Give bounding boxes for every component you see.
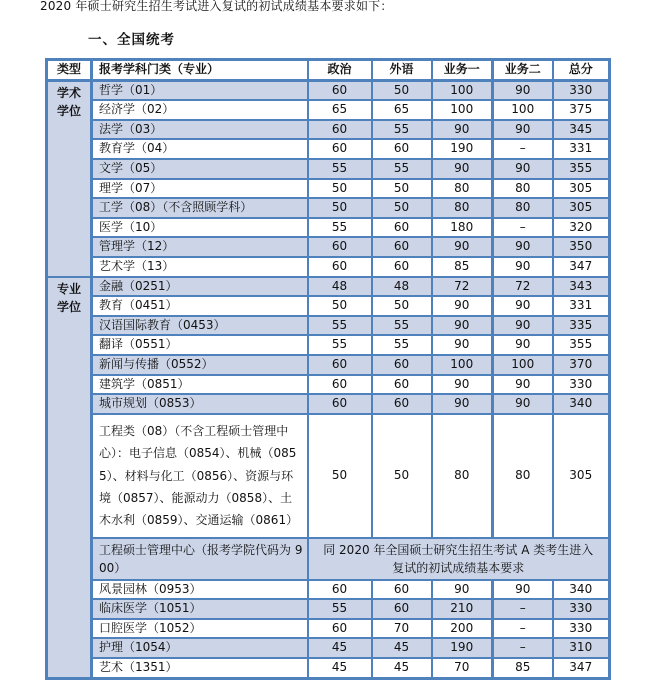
score-cell: 45 [372,658,432,678]
table-row [47,218,610,238]
score-cell: 60 [372,394,432,414]
type-label-cell: 专业学位 [47,277,92,679]
table-row [47,120,610,140]
table-row [47,414,610,538]
section-heading: 一、全国统考 [88,32,175,48]
score-cell: 80 [493,179,553,199]
major-cell: 艺术学（13） [92,257,308,277]
score-cell: 347 [553,257,610,277]
score-cell: 343 [553,277,610,297]
score-cell: 45 [372,638,432,658]
table-row [47,316,610,336]
score-cell: 48 [372,277,432,297]
score-cell: 55 [308,599,372,619]
table-row [47,638,610,658]
score-cell: 210 [432,599,493,619]
major-cell: 文学（05） [92,159,308,179]
score-cell: 55 [372,316,432,336]
score-cell: 90 [432,296,493,316]
major-cell: 金融（0251） [92,277,308,297]
major-cell: 城市规划（0853） [92,394,308,414]
score-cell: 55 [372,335,432,355]
score-cell: 50 [308,198,372,218]
score-cell: 190 [432,139,493,159]
score-cell: 90 [493,80,553,100]
table-row [47,355,610,375]
score-cell: 180 [432,218,493,238]
score-cell: 90 [493,375,553,395]
score-cell: 45 [308,658,372,678]
major-cell: 建筑学（0851） [92,375,308,395]
score-cell: 60 [372,218,432,238]
score-cell: – [493,638,553,658]
score-cell: 90 [493,394,553,414]
score-cell: 90 [432,335,493,355]
table-header [47,60,610,81]
major-cell: 工学（08）（不含照顾学科） [92,198,308,218]
table-row [47,580,610,600]
score-cell: 60 [308,237,372,257]
score-cell: 50 [372,414,432,538]
score-cell: – [493,218,553,238]
score-cell: 355 [553,159,610,179]
major-cell: 理学（07） [92,179,308,199]
major-cell: 汉语国际教育（0453） [92,316,308,336]
score-cell: 90 [432,237,493,257]
score-cell: 90 [493,159,553,179]
score-cell: 350 [553,237,610,257]
header-row [47,60,610,81]
score-cell: 60 [308,257,372,277]
score-cell: 90 [432,375,493,395]
score-cell: 60 [308,580,372,600]
score-cell: 345 [553,120,610,140]
score-cell: 200 [432,619,493,639]
score-cell: 55 [372,120,432,140]
score-cell: 90 [432,120,493,140]
score-cell: 100 [432,100,493,120]
table-row [47,80,610,100]
table-row [47,257,610,277]
score-cell: 340 [553,394,610,414]
header-business2: 业务二 [493,60,553,81]
score-cell: 60 [308,139,372,159]
score-table-body [47,80,610,678]
major-cell: 翻译（0551） [92,335,308,355]
major-cell: 法学（03） [92,120,308,140]
table-row [47,159,610,179]
score-cell: 60 [372,139,432,159]
score-cell: 60 [308,619,372,639]
table-row [47,658,610,678]
score-cell: 80 [432,179,493,199]
score-cell: 50 [372,179,432,199]
score-cell: 331 [553,296,610,316]
score-cell: 305 [553,179,610,199]
major-cell: 口腔医学（1052） [92,619,308,639]
score-cell: 65 [372,100,432,120]
major-cell: 艺术（1351） [92,658,308,678]
score-cell: 80 [493,198,553,218]
score-cell: 90 [493,316,553,336]
intro-text: 2020 年硕士研究生招生考试进入复试的初试成绩基本要求如下： [40,0,393,13]
score-cell: 60 [372,237,432,257]
table-row [47,237,610,257]
table-row [47,619,610,639]
score-cell: 330 [553,599,610,619]
score-cell: 85 [493,658,553,678]
score-cell: 331 [553,139,610,159]
header-total: 总分 [553,60,610,81]
score-cell: 80 [432,198,493,218]
score-cell: 60 [372,580,432,600]
score-cell: 90 [493,335,553,355]
score-cell: 100 [493,100,553,120]
major-cell: 哲学（01） [92,80,308,100]
score-cell: 190 [432,638,493,658]
score-cell: 330 [553,619,610,639]
score-cell: 310 [553,638,610,658]
score-cell: 85 [432,257,493,277]
note-cell: 同 2020 年全国硕士研究生招生考试 A 类考生进入复试的初试成绩基本要求 [308,538,610,580]
table-row [47,375,610,395]
score-cell: 48 [308,277,372,297]
score-cell: 60 [372,355,432,375]
score-cell: 50 [372,296,432,316]
score-cell: 100 [432,355,493,375]
major-cell: 风景园林（0953） [92,580,308,600]
type-label-cell: 学术学位 [47,80,92,276]
score-cell: 355 [553,335,610,355]
table-row [47,296,610,316]
table-row [47,100,610,120]
score-cell: 330 [553,375,610,395]
score-cell: 72 [432,277,493,297]
major-cell: 工程硕士管理中心（报考学院代码为 900） [92,538,308,580]
score-cell: 72 [493,277,553,297]
score-cell: 60 [308,120,372,140]
major-cell: 医学（10） [92,218,308,238]
score-cell: 55 [308,335,372,355]
score-cell: 90 [432,316,493,336]
major-cell: 教育学（04） [92,139,308,159]
score-cell: 55 [372,159,432,179]
score-cell: 90 [493,580,553,600]
score-cell: 50 [372,198,432,218]
table-row [47,538,610,580]
score-cell: 50 [372,80,432,100]
score-cell: – [493,139,553,159]
header-major: 报考学科门类（专业） [92,60,308,81]
major-cell: 经济学（02） [92,100,308,120]
score-cell: 45 [308,638,372,658]
table-row [47,335,610,355]
major-cell: 临床医学（1051） [92,599,308,619]
major-cell: 护理（1054） [92,638,308,658]
score-cell: 100 [493,355,553,375]
score-cell: 330 [553,80,610,100]
major-cell: 教育（0451） [92,296,308,316]
score-cell: 60 [372,599,432,619]
score-cell: 50 [308,179,372,199]
score-cell: 305 [553,414,610,538]
score-cell: 320 [553,218,610,238]
score-cell: 60 [308,394,372,414]
score-cell: 65 [308,100,372,120]
table-row [47,139,610,159]
score-table [45,58,611,680]
score-cell: 50 [308,414,372,538]
header-foreign: 外语 [372,60,432,81]
score-cell: 55 [308,316,372,336]
score-cell: 370 [553,355,610,375]
score-cell: 80 [432,414,493,538]
score-cell: – [493,619,553,639]
score-cell: 90 [432,394,493,414]
score-cell: 347 [553,658,610,678]
score-cell: 335 [553,316,610,336]
score-cell: 60 [308,80,372,100]
table-row [47,277,610,297]
table-row [47,394,610,414]
header-business1: 业务一 [432,60,493,81]
score-cell: 55 [308,218,372,238]
score-cell: 70 [432,658,493,678]
score-cell: 55 [308,159,372,179]
score-cell: 90 [493,120,553,140]
score-cell: 60 [372,257,432,277]
score-cell: 90 [493,257,553,277]
score-cell: 90 [432,580,493,600]
score-cell: 100 [432,80,493,100]
header-politics: 政治 [308,60,372,81]
score-cell: – [493,599,553,619]
header-type: 类型 [47,60,92,81]
score-cell: 340 [553,580,610,600]
score-cell: 80 [493,414,553,538]
score-cell: 60 [308,355,372,375]
major-cell: 管理学（12） [92,237,308,257]
score-cell: 305 [553,198,610,218]
table-row [47,179,610,199]
score-cell: 50 [308,296,372,316]
major-cell: 工程类（08）（不含工程硕士管理中心）：电子信息（0854）、机械（0855）、材料与化工（0856）、资源与环境（0857）、能源动力（0858）、土木水利（0859）、交通运输（0861） [92,414,308,538]
score-cell: 60 [372,375,432,395]
table-row [47,599,610,619]
score-cell: 90 [493,296,553,316]
score-cell: 375 [553,100,610,120]
score-cell: 90 [432,159,493,179]
major-cell: 新闻与传播（0552） [92,355,308,375]
score-cell: 60 [308,375,372,395]
table-row [47,198,610,218]
score-cell: 90 [493,237,553,257]
score-cell: 70 [372,619,432,639]
